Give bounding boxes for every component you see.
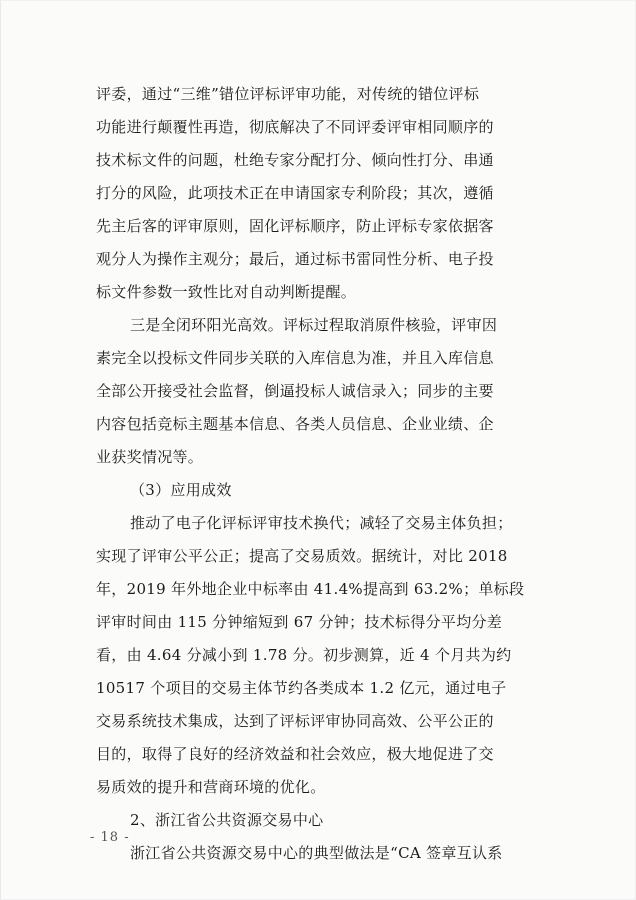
text-line: 技术标文件的问题，杜绝专家分配打分、倾向性打分、串通	[96, 151, 494, 169]
text-line: 功能进行颠覆性再造，彻底解决了不同评委评审相同顺序的	[96, 118, 494, 136]
text-line: 业获奖情况等。	[96, 448, 204, 466]
text-line: 实现了评审公平公正；提高了交易质效。据统计，对比 2018	[96, 547, 508, 565]
text-line: 观分人为操作主观分；最后，通过标书雷同性分析、电子投	[96, 250, 494, 268]
text-line: 易质效的提升和营商环境的优化。	[96, 778, 326, 796]
text-line: 评委，通过“三维”错位评标评审功能，对传统的错位评标	[96, 85, 480, 103]
text-line: 年，2019 年外地企业中标率由 41.4%提高到 63.2%；单标段	[96, 580, 525, 598]
text-line: 素完全以投标文件同步关联的入库信息为准，并且入库信息	[96, 349, 494, 367]
text-line: 内容包括竞标主题基本信息、各类人员信息、企业业绩、企	[96, 415, 494, 433]
page-number: - 18 -	[90, 830, 130, 845]
section-heading: 2、浙江省公共资源交易中心	[130, 811, 324, 829]
text-line: 打分的风险，此项技术正在申请国家专利阶段；其次，遵循	[96, 184, 494, 202]
text-line: 全部公开接受社会监督，倒逼投标人诚信录入；同步的主要	[96, 382, 494, 400]
text-line: 先主后客的评审原则，固化评标顺序，防止评标专家依据客	[96, 217, 494, 235]
text-line: 目的，取得了良好的经济效益和社会效应，极大地促进了交	[96, 745, 494, 763]
paragraph-start-line: 推动了电子化评标评审技术换代；减轻了交易主体负担；	[130, 514, 513, 532]
paragraph-start-line: 三是全闭环阳光高效。评标过程取消原件核验，评审因	[130, 316, 498, 334]
text-line: 10517 个项目的交易主体节约各类成本 1.2 亿元，通过电子	[96, 679, 507, 697]
text-line: 看，由 4.64 分减小到 1.78 分。初步测算，近 4 个月共为约	[96, 646, 512, 664]
text-line: 评审时间由 115 分钟缩短到 67 分钟；技术标得分平均分差	[96, 613, 503, 631]
text-line: 标文件参数一致性比对自动判断提醒。	[96, 283, 357, 301]
section-heading: （3）应用成效	[130, 481, 232, 499]
text-line: 交易系统技术集成，达到了评标评审协同高效、公平公正的	[96, 712, 494, 730]
paragraph-start-line: 浙江省公共资源交易中心的典型做法是“CA 签章互认系	[130, 844, 503, 862]
